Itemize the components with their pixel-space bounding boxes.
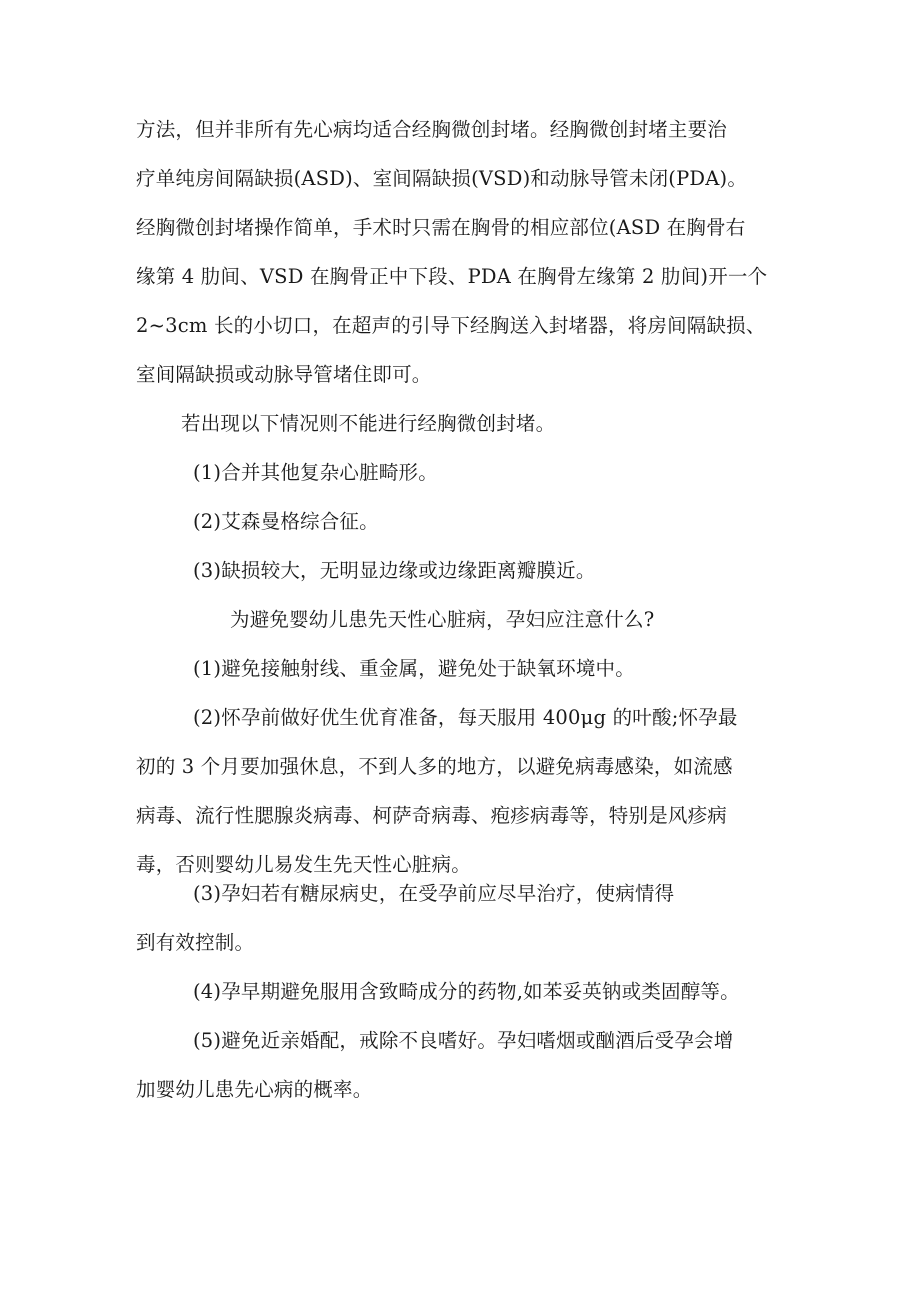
paragraph-line: 经胸微创封堵操作简单，手术时只需在胸骨的相应部位(ASD 在胸骨右	[136, 216, 746, 239]
paragraph-line: 毒，否则婴幼儿易发生先天性心脏病。	[136, 853, 471, 876]
paragraph-line: 若出现以下情况则不能进行经胸微创封堵。	[181, 412, 556, 435]
list-item: (1)合并其他复杂心脏畸形。	[193, 461, 438, 484]
list-item: (3)缺损较大，无明显边缘或边缘距离瓣膜近。	[193, 559, 596, 582]
list-item: (1)避免接触射线、重金属，避免处于缺氧环境中。	[193, 657, 635, 680]
paragraph-line: 加婴幼儿患先心病的概率。	[136, 1078, 373, 1101]
paragraph-line: 疗单纯房间隔缺损(ASD)、室间隔缺损(VSD)和动脉导管未闭(PDA)。	[136, 167, 748, 190]
section-question: 为避免婴幼儿患先天性心脏病，孕妇应注意什么?	[230, 608, 655, 631]
paragraph-line: 室间隔缺损或动脉导管堵住即可。	[136, 363, 432, 386]
paragraph-line: 缘第 4 肋间、VSD 在胸骨正中下段、PDA 在胸骨左缘第 2 肋间)开一个	[136, 265, 768, 288]
list-item: (2)艾森曼格综合征。	[193, 510, 379, 533]
paragraph-line: 2~3cm 长的小切口，在超声的引导下经胸送入封堵器，将房间隔缺损、	[136, 314, 766, 337]
list-item: (4)孕早期避免服用含致畸成分的药物,如苯妥英钠或类固醇等。	[193, 980, 740, 1003]
list-item: (3)孕妇若有糖尿病史，在受孕前应尽早治疗，使病情得	[193, 882, 675, 905]
paragraph-line: 到有效控制。	[136, 931, 255, 954]
paragraph-line: 方法，但并非所有先心病均适合经胸微创封堵。经胸微创封堵主要治	[136, 118, 728, 141]
list-item: (2)怀孕前做好优生优育准备，每天服用 400μg 的叶酸;怀孕最	[193, 706, 738, 729]
paragraph-line: 初的 3 个月要加强休息，不到人多的地方，以避免病毒感染，如流感	[136, 755, 733, 778]
list-item: (5)避免近亲婚配，戒除不良嗜好。孕妇嗜烟或酗酒后受孕会增	[193, 1029, 734, 1052]
paragraph-line: 病毒、流行性腮腺炎病毒、柯萨奇病毒、疱疹病毒等，特别是风疹病	[136, 804, 728, 827]
